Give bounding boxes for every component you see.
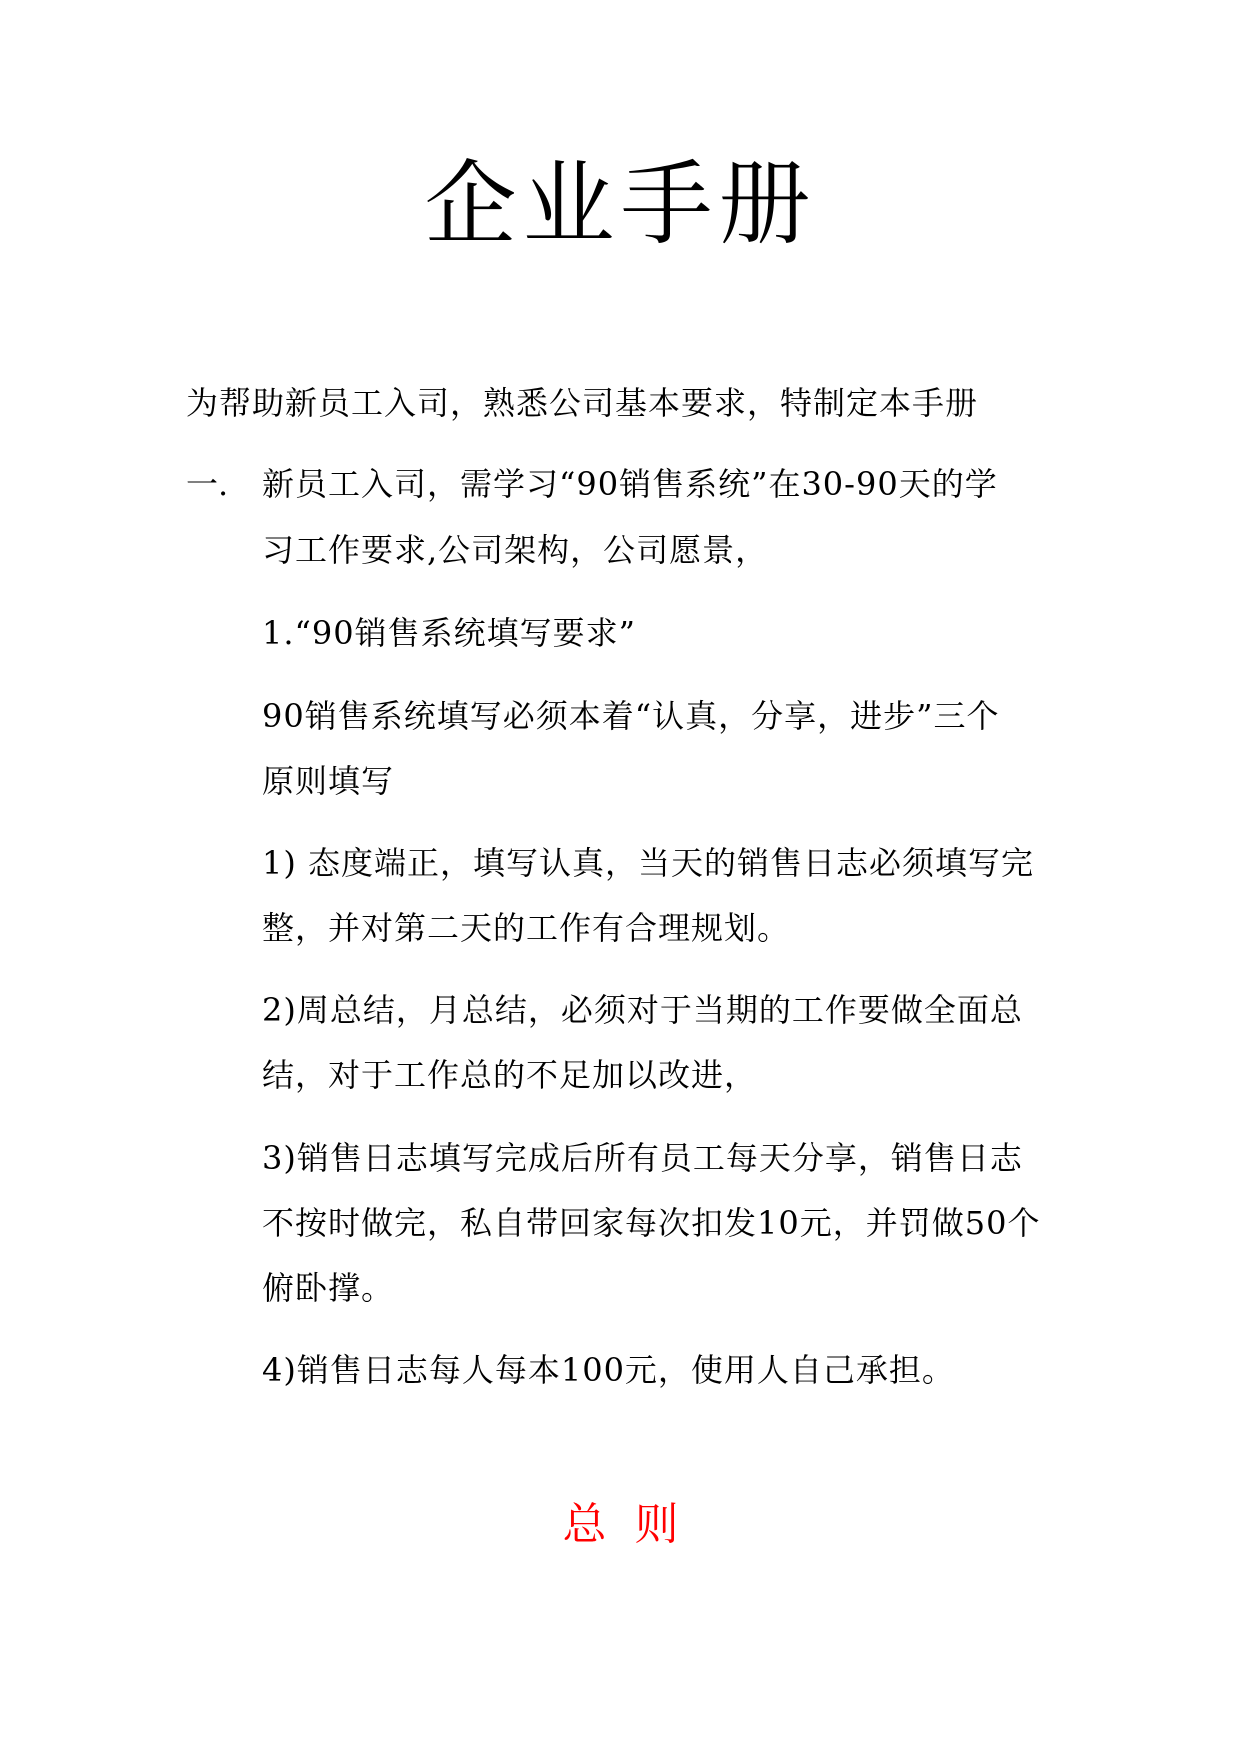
item-4-line-1: 4)销售日志每人每本100元，使用人自己承担。 xyxy=(262,1351,955,1389)
section-1-line-2: 习工作要求,公司架构，公司愿景， xyxy=(262,531,769,569)
item-3-line-1: 3)销售日志填写完成后所有员工每天分享，销售日志 xyxy=(262,1139,1023,1177)
intro-line: 为帮助新员工入司，熟悉公司基本要求，特制定本手册 xyxy=(186,384,979,422)
section-marker: 一. xyxy=(186,465,229,503)
item-1-line-2: 整，并对第二天的工作有合理规划。 xyxy=(262,909,791,947)
section-1-line-1: 新员工入司，需学习“90销售系统”在30-90天的学 xyxy=(262,465,998,503)
item-1-line-1: 1) 态度端正，填写认真，当天的销售日志必须填写完 xyxy=(262,844,1035,882)
item-2-line-1: 2)周总结，月总结，必须对于当期的工作要做全面总 xyxy=(262,991,1023,1029)
principle-line-2: 原则填写 xyxy=(262,762,395,800)
item-3-line-3: 俯卧撑。 xyxy=(262,1269,395,1307)
item-2-line-2: 结，对于工作总的不足加以改进， xyxy=(262,1056,758,1094)
general-section-heading: 总 则 xyxy=(562,1499,679,1550)
item-3-line-2: 不按时做完，私自带回家每次扣发10元，并罚做50个 xyxy=(262,1204,1041,1242)
subsection-heading: 1.“90销售系统填写要求” xyxy=(262,614,636,652)
principle-line-1: 90销售系统填写必须本着“认真，分享，进步”三个 xyxy=(262,697,1000,735)
document-title: 企业手册 xyxy=(424,151,817,258)
